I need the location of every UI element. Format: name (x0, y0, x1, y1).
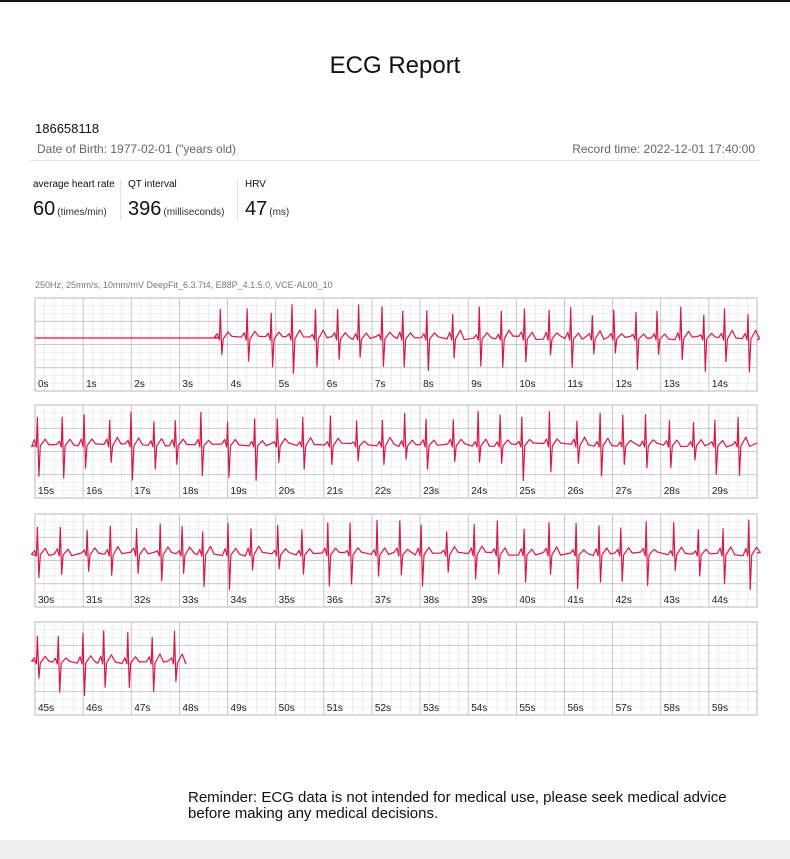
time-label: 46s (86, 703, 103, 714)
time-label: 29s (711, 486, 728, 497)
time-label: 44s (711, 595, 728, 606)
patient-id: 186658118 (35, 121, 100, 136)
recording-parameters: 250Hz, 25mm/s, 10mm/mV DeepFit_6.3.7t4, E88P_4.1.5.0, VCE-AL00_10 (35, 280, 333, 290)
time-label: 35s (278, 595, 295, 606)
time-label: 48s (182, 703, 199, 714)
time-label: 32s (134, 595, 151, 606)
time-label: 50s (278, 703, 295, 714)
time-label: 47s (134, 703, 151, 714)
time-label: 30s (38, 595, 55, 606)
ecg-strip (32, 514, 761, 607)
time-label: 19s (230, 486, 247, 497)
time-label: 36s (326, 595, 343, 606)
time-label: 28s (663, 486, 680, 497)
time-label: 10s (519, 379, 536, 390)
time-label: 27s (615, 486, 632, 497)
time-label: 33s (182, 595, 199, 606)
time-label: 25s (519, 486, 536, 497)
time-label: 18s (182, 486, 199, 497)
time-label: 55s (519, 703, 536, 714)
metric-unit: (milliseconds) (163, 207, 225, 218)
time-label: 14s (711, 379, 728, 390)
date-of-birth: Date of Birth: 1977-02-01 ("years old) (37, 142, 237, 156)
time-label: 0s (38, 379, 49, 390)
time-label: 8s (423, 379, 434, 390)
time-label: 56s (567, 703, 584, 714)
time-label: 20s (278, 486, 295, 497)
time-label: 13s (663, 379, 680, 390)
metric-label: HRV (245, 179, 266, 190)
time-label: 24s (471, 486, 488, 497)
time-label: 3s (182, 379, 193, 390)
time-label: 11s (567, 379, 583, 390)
time-label: 4s (230, 379, 242, 390)
time-label: 57s (615, 703, 632, 714)
time-label: 17s (134, 486, 151, 497)
record-time: Record time: 2022-12-01 17:40:00 (572, 142, 755, 156)
metric-unit: (times/min) (57, 207, 107, 218)
time-label: 52s (374, 703, 392, 714)
time-label: 9s (471, 379, 482, 390)
time-label: 43s (663, 595, 680, 606)
time-label: 59s (711, 703, 728, 714)
time-label: 37s (374, 595, 392, 606)
metric-label: QT interval (128, 179, 177, 190)
time-label: 54s (471, 703, 488, 714)
ecg-strip (32, 405, 757, 498)
page-title: ECG Report (329, 52, 461, 79)
time-label: 42s (615, 595, 632, 606)
time-label: 51s (326, 703, 343, 714)
time-label: 40s (519, 595, 536, 606)
time-label: 2s (134, 379, 145, 390)
medical-reminder: Reminder: ECG data is not intended for medical use, please seek medical advice before making any medical decisions. (188, 789, 727, 822)
time-label: 41s (567, 595, 584, 606)
time-label: 7s (374, 379, 386, 390)
footer-band (0, 840, 790, 859)
time-label: 39s (471, 595, 488, 606)
ecg-strip (32, 622, 757, 715)
time-label: 58s (663, 703, 680, 714)
time-label: 1s (86, 379, 97, 390)
metric-label: average heart rate (33, 179, 115, 190)
ecg-strip (35, 298, 760, 391)
time-label: 53s (423, 703, 440, 714)
time-label: 49s (230, 703, 247, 714)
time-label: 26s (567, 486, 584, 497)
time-label: 22s (374, 486, 392, 497)
time-label: 31s (86, 595, 103, 606)
time-label: 34s (230, 595, 247, 606)
time-label: 23s (423, 486, 440, 497)
time-label: 21s (326, 486, 343, 497)
metric-value: 60 (33, 198, 56, 220)
time-label: 6s (326, 379, 338, 390)
metric-value: 396 (128, 198, 162, 220)
time-label: 15s (38, 486, 55, 497)
metric-unit: (ms) (269, 207, 290, 218)
time-label: 16s (86, 486, 103, 497)
time-label: 38s (423, 595, 440, 606)
metric-value: 47 (245, 198, 268, 220)
time-label: 45s (38, 703, 55, 714)
time-label: 5s (278, 379, 290, 390)
time-label: 12s (615, 379, 632, 390)
